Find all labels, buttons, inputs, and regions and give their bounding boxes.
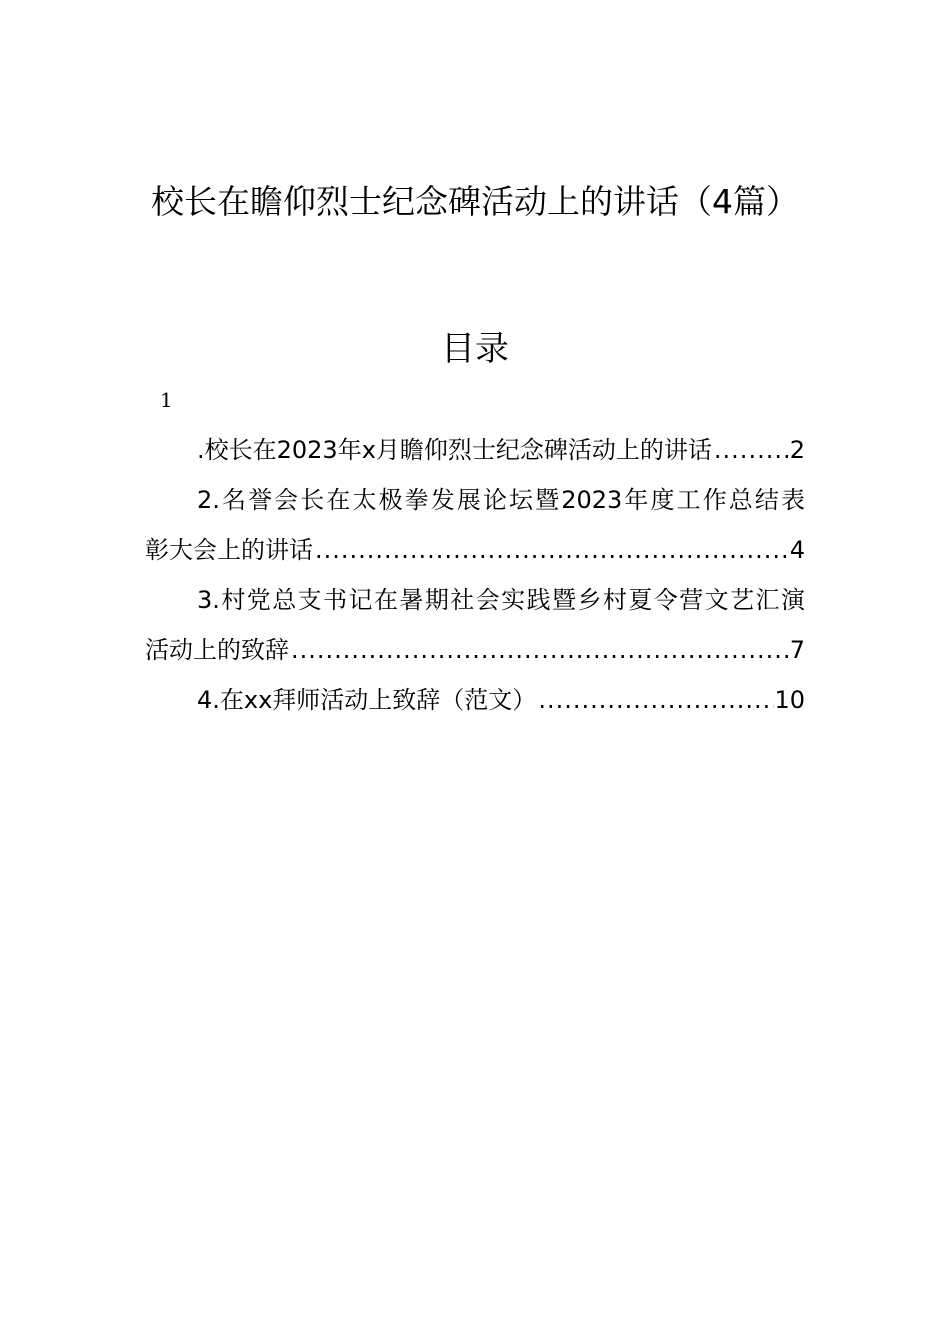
toc-entry-2-title-line-1: 2.名誉会长在太极拳发展论坛暨2023年度工作总结表 xyxy=(197,486,805,514)
document-title: 校长在瞻仰烈士纪念碑活动上的讲话（4篇） xyxy=(151,182,799,221)
toc-entry-4-title: 4.在xx拜师活动上致辞（范文） xyxy=(197,686,537,714)
toc-entry-3-line-1[interactable] xyxy=(145,575,805,625)
toc-entry-2-title-line-2: 彰大会上的讲话 xyxy=(145,536,313,564)
toc-entry-3-title-line-1: 3.村党总支书记在暑期社会实践暨乡村夏令营文艺汇演 xyxy=(197,586,805,614)
toc-entry-4[interactable] xyxy=(145,675,805,725)
toc-entry-3-line-2[interactable] xyxy=(145,625,805,675)
toc-entry-1[interactable] xyxy=(145,425,805,475)
toc-entry-2-line-1[interactable] xyxy=(145,475,805,525)
toc-entry-2-leader xyxy=(313,525,790,575)
toc-entry-2-page: 4 xyxy=(789,536,805,564)
footnote-marker: 1 xyxy=(160,388,173,412)
toc-entry-3-title-line-2: 活动上的致辞 xyxy=(145,636,289,664)
toc-entry-3-page: 7 xyxy=(789,636,805,664)
toc-entry-2-line-2[interactable] xyxy=(145,525,805,575)
toc-entry-1-page: 2 xyxy=(789,436,805,464)
toc-entry-1-leader xyxy=(712,425,790,475)
table-of-contents xyxy=(145,425,805,725)
toc-entry-4-leader xyxy=(536,675,774,725)
toc-entry-1-title: .校长在2023年x月瞻仰烈士纪念碑活动上的讲话 xyxy=(197,436,712,464)
toc-entry-3-leader xyxy=(289,625,790,675)
toc-heading: 目录 xyxy=(441,329,509,369)
toc-entry-4-page: 10 xyxy=(774,686,805,714)
